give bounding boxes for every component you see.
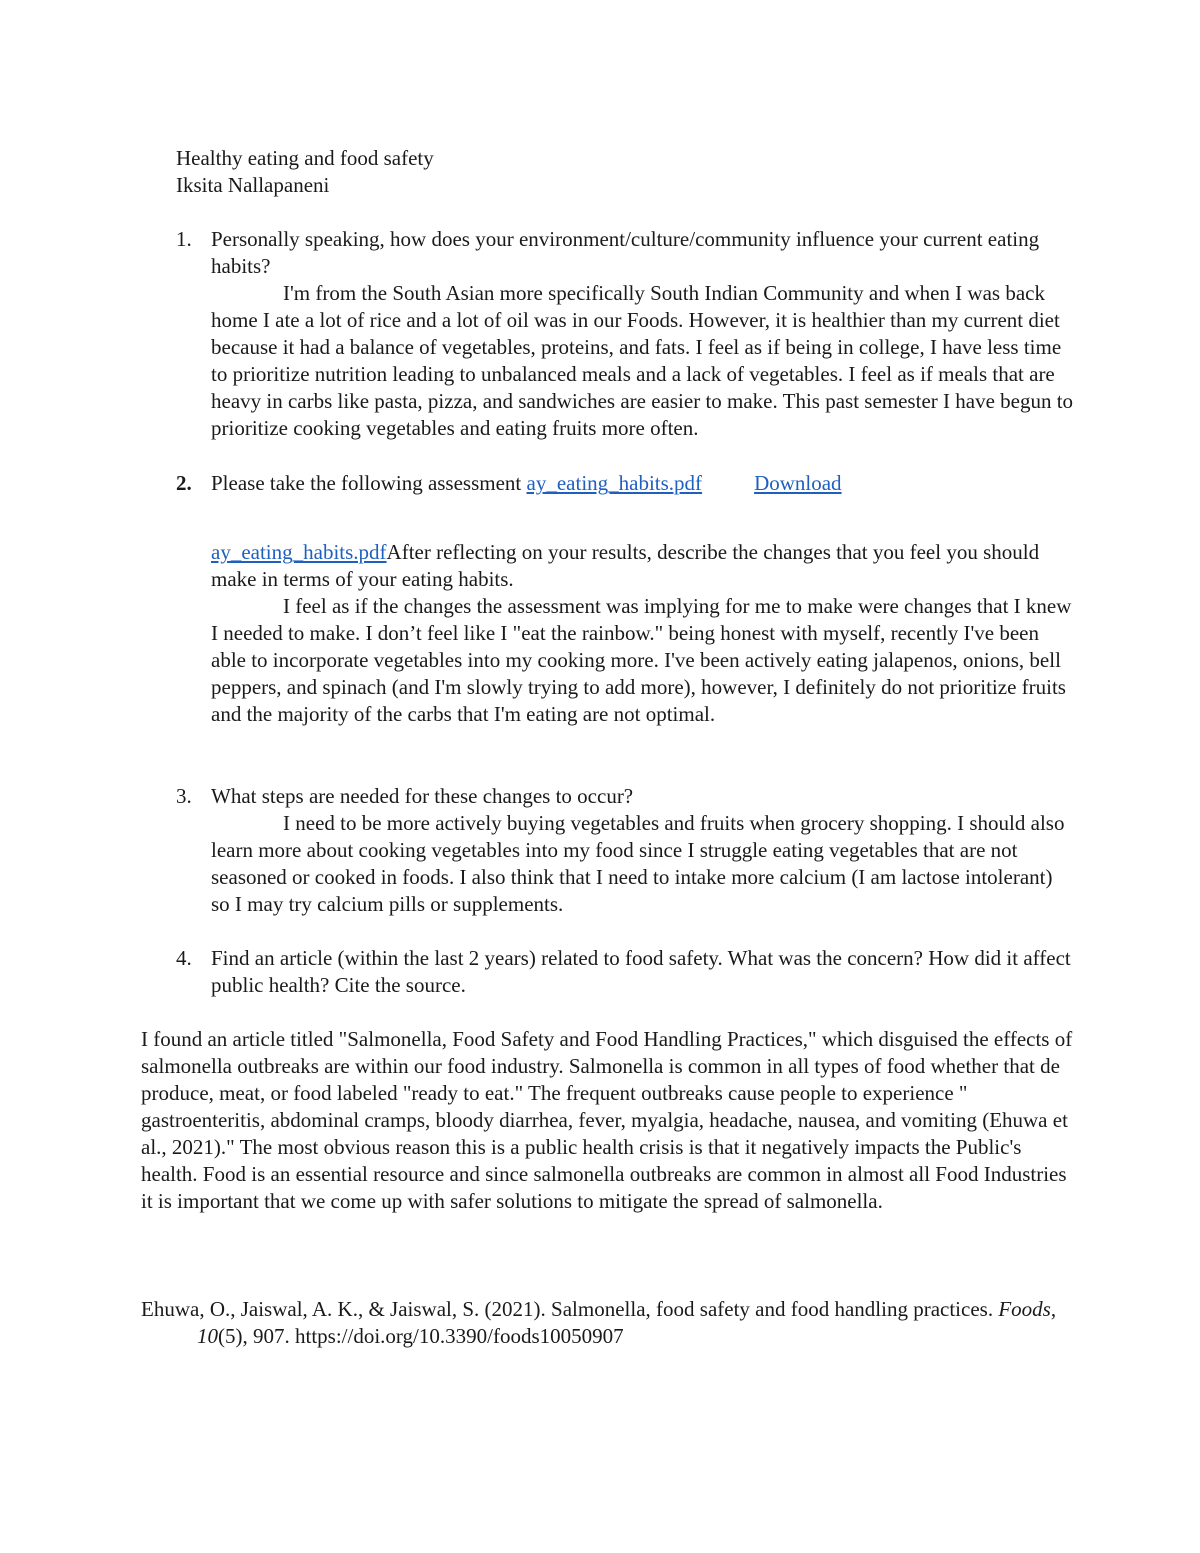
question-answer: I need to be more actively buying vegetables and fruits when grocery shopping. I should also learn more about cooking vegetables into my food since I struggle eating vegetables that are not seasoned or cooked in foods. I also think that I need to intake more calcium (I am lactose intolerant) so I may try calcium pills or supplements. — [211, 811, 1065, 916]
download-link[interactable]: Download — [754, 471, 842, 495]
citation-issue-pages: (5), 907. https://doi.org/10.3390/foods10050907 — [218, 1324, 624, 1348]
citation-authors: Ehuwa, O., Jaiswal, A. K., & Jaiswal, S. (2021). Salmonella, food safety and food handling practices. — [141, 1297, 999, 1321]
document-title: Healthy eating and food safety — [176, 146, 434, 170]
author-name: Iksita Nallapaneni — [176, 173, 330, 197]
citation-separator: , — [1050, 1297, 1057, 1321]
citation-text — [141, 1296, 1076, 1350]
question-prompt-continued — [211, 539, 1076, 593]
question-prompt-after: After reflecting on your results, describe the changes that you feel you should make in terms of your eating habits. — [211, 540, 1040, 591]
question-number: 4. — [176, 946, 192, 970]
question-prompt: Personally speaking, how does your environment/culture/community influence your current eating habits? — [211, 227, 1040, 278]
question-number: 2. — [176, 471, 192, 495]
question-prompt: What steps are needed for these changes to occur? — [211, 784, 634, 808]
question-answer: I feel as if the changes the assessment was implying for me to make were changes that I knew I needed to make. I don’t feel like I "eat the rainbow." being honest with myself, recently I've been able to incorporate vegetables into my cooking more. I've been actively eating jalapenos, onions, bell peppers, and spinach (and I'm slowly trying to add more), however, I definitely do not prioritize fruits and the majority of the carbs that I'm eating are not optimal. — [211, 594, 1072, 726]
question-number: 1. — [176, 227, 192, 251]
article-paragraph: I found an article titled "Salmonella, Food Safety and Food Handling Practices," which disguised the effects of salmonella outbreaks are within our food industry. Salmonella is common in all types of food whether that de produce, meat, or food labeled "ready to eat." The frequent outbreaks cause people to experience " gastroenteritis, abdominal cramps, bloody diarrhea, fever, myalgia, headache, nausea, and vomiting (Ehuwa et al., 2021)." The most obvious reason this is a public health crisis is that it negatively impacts the Public's health. Food is an essential resource and since salmonella outbreaks are common in almost all Food Industries it is important that we come up with safer solutions to mitigate the spread of salmonella. — [141, 1027, 1073, 1213]
question-number: 3. — [176, 784, 192, 808]
reference-citation — [141, 1296, 1076, 1350]
question-prompt: Find an article (within the last 2 years) related to food safety. What was the concern? How did it affect public health? Cite the source. — [211, 946, 1071, 997]
question-prompt-line — [211, 470, 1076, 497]
question-answer: I'm from the South Asian more specifically South Indian Community and when I was back home I ate a lot of rice and a lot of oil was in our Foods. However, it is healthier than my current diet because it had a balance of vegetables, proteins, and fats. I feel as if being in college, I have less time to prioritize nutrition leading to unbalanced meals and a lack of vegetables. I feel as if meals that are heavy in carbs like pasta, pizza, and sandwiches are easier to make. This past semester I have begun to prioritize cooking vegetables and eating fruits more often. — [211, 281, 1074, 440]
question-prompt: Please take the following assessment — [211, 471, 522, 495]
assessment-file-link[interactable]: ay_eating_habits.pdf — [526, 471, 703, 495]
citation-journal: Foods — [998, 1297, 1051, 1321]
assessment-file-link-repeat[interactable]: ay_eating_habits.pdf — [211, 540, 387, 564]
citation-volume: 10 — [197, 1324, 218, 1348]
document-header — [176, 145, 1076, 199]
